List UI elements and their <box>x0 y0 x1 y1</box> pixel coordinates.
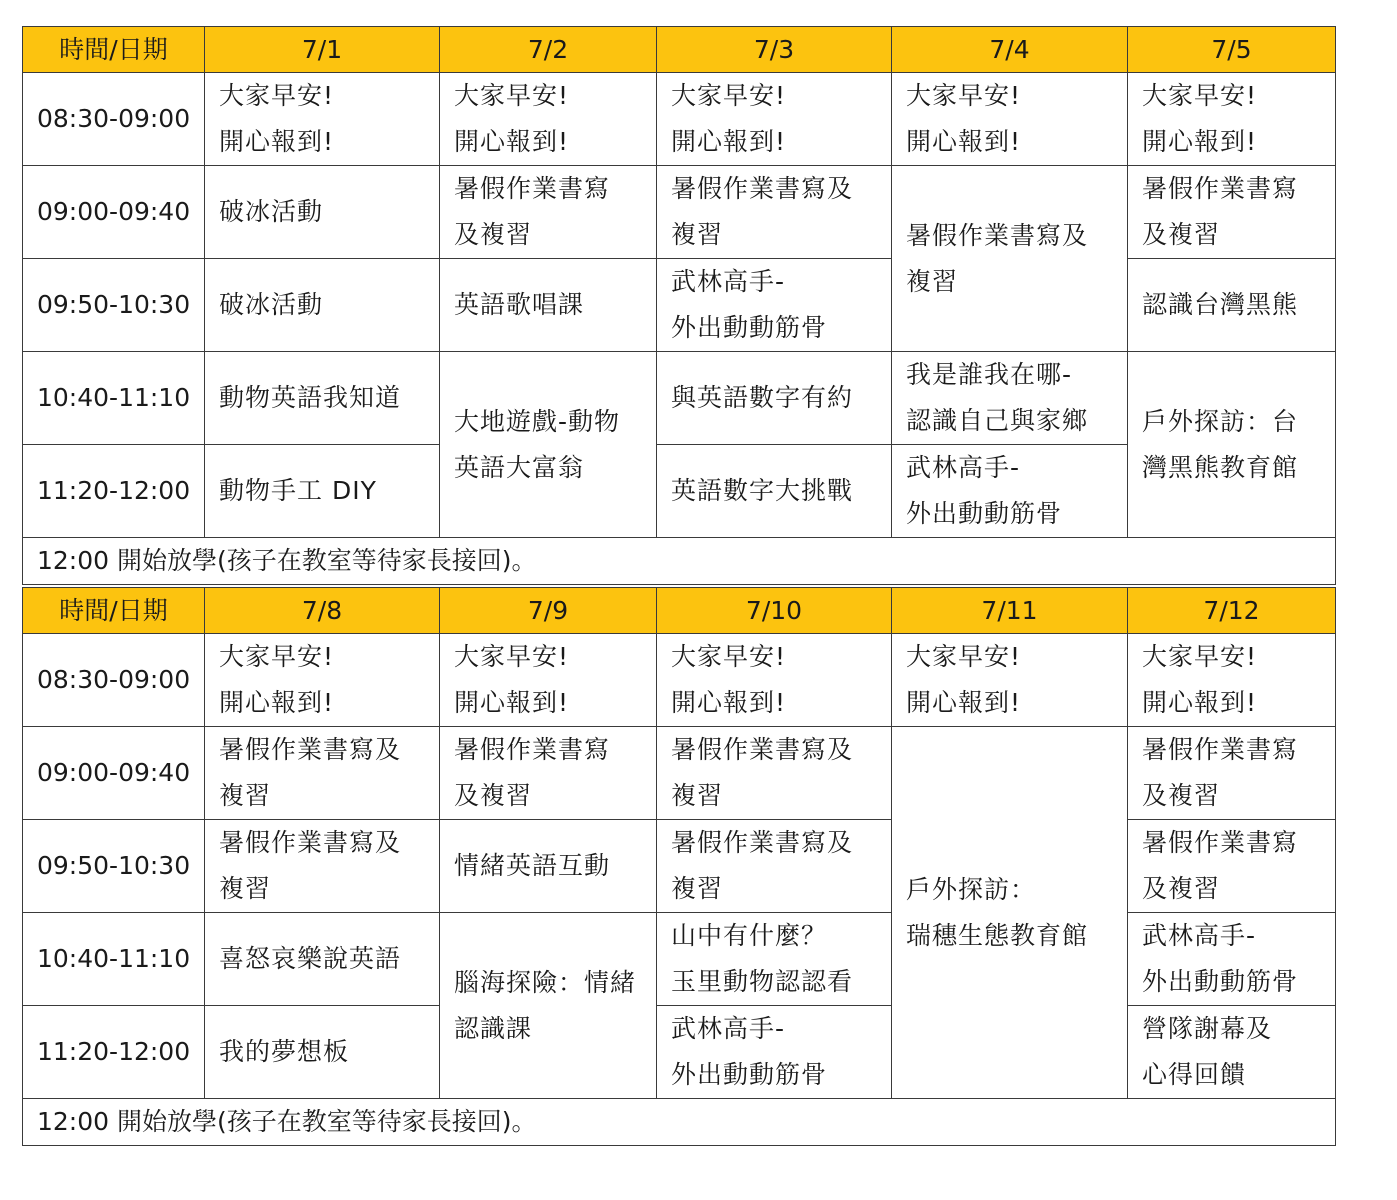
activity-cell: 認識台灣黑熊 <box>1128 259 1336 352</box>
activity-cell: 暑假作業書寫 及複習 <box>440 727 657 820</box>
dismissal-note: 12:00 開始放學(孩子在教室等待家長接回)。 <box>23 538 1336 585</box>
time-slot: 08:30-09:00 <box>23 634 205 727</box>
activity-cell: 動物手工 DIY <box>205 445 440 538</box>
activity-cell: 暑假作業書寫及 複習 <box>657 727 892 820</box>
activity-cell: 戶外探訪：台 灣黑熊教育館 <box>1128 352 1336 538</box>
activity-cell: 大家早安! 開心報到! <box>1128 634 1336 727</box>
activity-cell: 暑假作業書寫 及複習 <box>1128 166 1336 259</box>
table-row <box>23 166 1336 259</box>
table-row <box>23 820 1336 913</box>
activity-cell: 營隊謝幕及 心得回饋 <box>1128 1006 1336 1099</box>
table-row <box>23 727 1336 820</box>
activity-cell: 大家早安! 開心報到! <box>205 634 440 727</box>
header-date: 7/5 <box>1128 27 1336 73</box>
header-date: 7/10 <box>657 588 892 634</box>
activity-cell: 暑假作業書寫及 複習 <box>657 166 892 259</box>
activity-cell: 山中有什麼？ 玉里動物認認看 <box>657 913 892 1006</box>
header-date: 7/8 <box>205 588 440 634</box>
activity-cell: 我的夢想板 <box>205 1006 440 1099</box>
activity-cell: 情緒英語互動 <box>440 820 657 913</box>
header-time-date: 時間/日期 <box>23 27 205 73</box>
activity-cell: 破冰活動 <box>205 259 440 352</box>
time-slot: 09:00-09:40 <box>23 166 205 259</box>
header-date: 7/1 <box>205 27 440 73</box>
activity-cell: 大家早安! 開心報到! <box>1128 73 1336 166</box>
schedule-table-week-2 <box>22 587 1336 1146</box>
time-slot: 09:50-10:30 <box>23 259 205 352</box>
header-date: 7/4 <box>892 27 1128 73</box>
activity-cell: 大家早安! 開心報到! <box>892 634 1128 727</box>
schedule-table-week-1 <box>22 26 1336 585</box>
note-row <box>23 1099 1336 1146</box>
activity-cell: 武林高手- 外出動動筋骨 <box>1128 913 1336 1006</box>
header-row <box>23 27 1336 73</box>
time-slot: 08:30-09:00 <box>23 73 205 166</box>
activity-cell: 英語歌唱課 <box>440 259 657 352</box>
activity-cell: 武林高手- 外出動動筋骨 <box>657 259 892 352</box>
time-slot: 11:20-12:00 <box>23 445 205 538</box>
activity-cell: 武林高手- 外出動動筋骨 <box>657 1006 892 1099</box>
activity-cell: 大家早安! 開心報到! <box>657 634 892 727</box>
time-slot: 09:00-09:40 <box>23 727 205 820</box>
header-date: 7/12 <box>1128 588 1336 634</box>
table-row <box>23 352 1336 445</box>
table-row <box>23 913 1336 1006</box>
header-row <box>23 588 1336 634</box>
header-date: 7/9 <box>440 588 657 634</box>
time-slot: 11:20-12:00 <box>23 1006 205 1099</box>
activity-cell: 大家早安! 開心報到! <box>440 634 657 727</box>
header-date: 7/3 <box>657 27 892 73</box>
activity-cell: 破冰活動 <box>205 166 440 259</box>
activity-cell: 暑假作業書寫及 複習 <box>657 820 892 913</box>
activity-cell: 動物英語我知道 <box>205 352 440 445</box>
activity-cell: 大家早安! 開心報到! <box>440 73 657 166</box>
time-slot: 10:40-11:10 <box>23 913 205 1006</box>
header-date: 7/11 <box>892 588 1128 634</box>
table-row <box>23 73 1336 166</box>
activity-cell: 大家早安! 開心報到! <box>892 73 1128 166</box>
time-slot: 10:40-11:10 <box>23 352 205 445</box>
activity-cell: 喜怒哀樂說英語 <box>205 913 440 1006</box>
activity-cell: 暑假作業書寫及 複習 <box>205 820 440 913</box>
activity-cell: 暑假作業書寫及 複習 <box>205 727 440 820</box>
activity-cell: 暑假作業書寫 及複習 <box>1128 820 1336 913</box>
activity-cell: 腦海探險：情緒 認識課 <box>440 913 657 1099</box>
table-row <box>23 259 1336 352</box>
activity-cell: 暑假作業書寫 及複習 <box>440 166 657 259</box>
activity-cell: 暑假作業書寫 及複習 <box>1128 727 1336 820</box>
activity-cell: 我是誰我在哪- 認識自己與家鄉 <box>892 352 1128 445</box>
activity-cell: 英語數字大挑戰 <box>657 445 892 538</box>
note-row <box>23 538 1336 585</box>
activity-cell: 戶外探訪： 瑞穗生態教育館 <box>892 727 1128 1099</box>
activity-cell: 武林高手- 外出動動筋骨 <box>892 445 1128 538</box>
table-row <box>23 1006 1336 1099</box>
dismissal-note: 12:00 開始放學(孩子在教室等待家長接回)。 <box>23 1099 1336 1146</box>
header-time-date: 時間/日期 <box>23 588 205 634</box>
activity-cell: 大地遊戲-動物 英語大富翁 <box>440 352 657 538</box>
activity-cell: 與英語數字有約 <box>657 352 892 445</box>
activity-cell: 暑假作業書寫及 複習 <box>892 166 1128 352</box>
time-slot: 09:50-10:30 <box>23 820 205 913</box>
header-date: 7/2 <box>440 27 657 73</box>
activity-cell: 大家早安! 開心報到! <box>657 73 892 166</box>
activity-cell: 大家早安! 開心報到! <box>205 73 440 166</box>
table-row <box>23 634 1336 727</box>
